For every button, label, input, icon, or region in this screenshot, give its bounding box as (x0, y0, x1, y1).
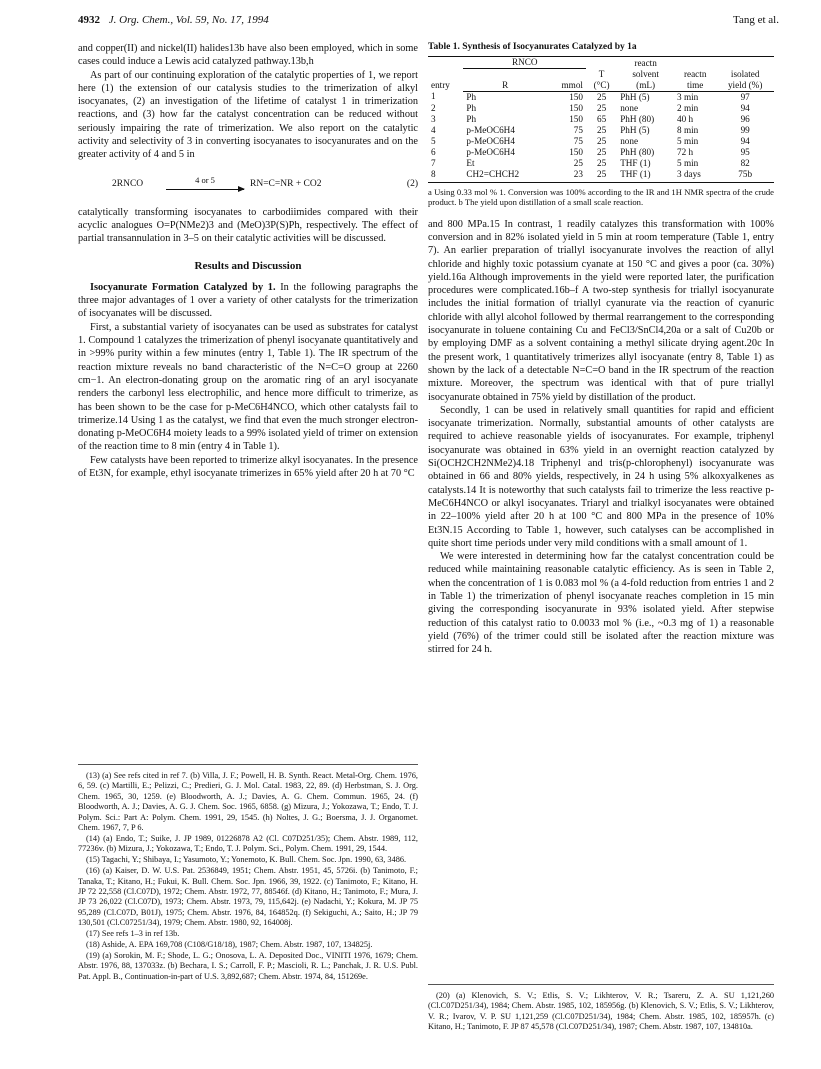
table-cell-yield: 96 (740, 113, 750, 124)
table-cell-time: 40 h (677, 113, 694, 124)
table-row (428, 147, 774, 158)
table-cell-solvent: PhH (5) (620, 91, 650, 102)
table-cell-t: 25 (586, 169, 617, 183)
table-cell-mmol: 150 (569, 102, 583, 113)
col-header-solvent-top: reactn (617, 57, 674, 69)
table-cell-mmol: 150 (569, 146, 583, 157)
table-caption (428, 42, 774, 53)
col-header-r: R (463, 80, 547, 92)
col-header-time: reactn (683, 68, 707, 79)
table-cell-r: p-MeOC6H4 (466, 124, 515, 135)
table-cell-yield: 99 (740, 124, 750, 135)
table-cell-t: 25 (596, 146, 607, 157)
table-cell-r: Ph (466, 113, 477, 124)
table-cell-t: 25 (596, 124, 607, 135)
col-header-t-top (586, 57, 617, 69)
col-header-yield-bottom: yield (%) (716, 80, 774, 92)
col-header-t-unit: (°C) (586, 80, 617, 92)
col-header-spacer (463, 69, 547, 80)
table-cell-mmol: 150 (569, 113, 583, 124)
equation-rhs: RN=C=NR + CO2 (250, 178, 322, 189)
reaction-arrow (166, 174, 244, 190)
table-cell-mmol: 75 (573, 135, 583, 146)
paragraph: First, a substantial variety of isocyanates can be used as substrates for catalyst 1. Compound 1 catalyzes the trimerization of phenyl isocyanate quantitatively and in >99% purity within a few minutes (entry 1, Table 1). The IR spectrum of the reaction mixture reveals no band characteristic of the N=C=O group at 2260 cm−1. An electron-donating group on the aromatic ring of an aryl isocyanate renders the carbonyl less electrophilic, and hence more difficult to trimerize, as has been shown to be the case for p-MeC6H4NCO, which other catalysts fail to trimerize.14 Using 1 as the catalyst, we find that even the much stronger electron-donating p-MeOC6H4 moiety leads to a 99% isolated yield of trimer on extension of the reaction time to 8 min (entry 4 in Table 1). (78, 321, 418, 453)
table-row (428, 158, 774, 169)
table-cell-yield: 97 (740, 91, 750, 102)
table-1 (428, 56, 774, 183)
table-cell-solvent: THF (1) (617, 169, 674, 183)
paragraph: As part of our continuing exploration of the catalytic properties of 1, we report here (1) the extension of our catalysis studies to the trimerization of alkyl isocyanates, (2) an investigation of the lifetime of catalyst 1 in trimerization reactions, and (3) how far the catalyst concentration can be reduced without seriously impairing the rate of trimerization. We also report on the catalytic activity and selectivity of 3 in converting isocyanates to isocyanurates and on the greater activity of 4 and 5 in (78, 69, 418, 161)
footnote: (19) (a) Sorokin, M. F.; Shode, L. G.; Onosova, L. A. Deposited Doc., VINITI 1976, 1679; Chem. Abstr. 1976, 88, 137033z. (b) Bechara, I. S.; Carroll, F. P.; Mascioli, R. L.; Panchak, J. R. U.S. Publ. Pat. Appl. B., Continuation-in-part of U.S. 3,892,687; Chem. Abstr. 1974, 84, 151269e. (78, 950, 418, 981)
paragraph (78, 281, 418, 321)
table-cell-mmol: 75 (573, 124, 583, 135)
table-cell-r: Et (466, 157, 475, 168)
paragraph-text: In the following paragraphs the three major advantages of 1 over a variety of other catalysts for the trimerization of isocyanates will be discussed. (78, 281, 418, 320)
table-title: Synthesis of Isocyanurates Catalyzed by 1a (462, 42, 637, 52)
table-row (428, 169, 774, 183)
equation-number: (2) (406, 178, 418, 189)
table-cell-solvent: none (620, 102, 639, 113)
col-header-yield: isolated (730, 68, 760, 79)
table-cell-r: Ph (466, 102, 477, 113)
arrow-catalyst-label: 4 or 5 (195, 174, 215, 185)
left-column (78, 42, 418, 480)
table-cell-solvent: PhH (5) (620, 124, 650, 135)
footnote: (16) (a) Kaiser, D. W. U.S. Pat. 2536849, 1951; Chem. Abstr. 1951, 45, 5726i. (b) Tanimoto, F.; Tanaka, T.; Kitano, H.; Fukui, K. Bull. Chem. Soc. Jpn. 1966, 39, 1922. (c) Tanimoto, F.; Kitano, H. JP 72 22,558 (Cl.C07D), 1972; Chem. Abstr. 1972, 77, 88546f. (d) Kitano, H.; Tanimoto, F.; Mura, J. JP 73 26,022 (Cl.C07D), 1973; Chem. Abstr. 1973, 79, 115,642j. (e) Nadachi, Y.; Kokura, M. JP 75 95,289 (Cl.C07D, B01J), 1975; Chem. Abstr. 1976, 84, 164852q. (f) Sekiguchi, A.; Saito, H.; JP 79 130,501 (Cl.C07251/34), 1979; Chem. Abstr. 1980, 92, 164008j. (78, 866, 418, 928)
table-cell-time: 5 min (677, 135, 699, 146)
paragraph: catalytically transforming isocyanates to carbodiimides compared with their acyclic analogues O=P(NMe2)3 and (MeO)3P(S)Ph, respectively. The effect of partial transannulation in 3–5 on their catalytic activities will be discussed. (78, 206, 418, 245)
table-cell-r: Ph (466, 91, 477, 102)
table-cell-solvent: PhH (80) (620, 113, 655, 124)
table-cell-yield: 94 (740, 135, 750, 146)
col-header-t: T (598, 68, 605, 79)
table-cell-yield: 75b (716, 169, 774, 183)
footnote: (18) Ashide, A. EPA 169,708 (C108/G18/18), 1987; Chem. Abstr. 1987, 107, 134825j. (86, 940, 373, 949)
table-cell-t: 25 (596, 135, 607, 146)
table-footnotes: a Using 0.33 mol % 1. Conversion was 100% according to the IR and 1H NMR spectra of the crude product. b The yield upon distillation of a small scale reaction. (428, 186, 774, 208)
table-cell-t: 25 (596, 157, 607, 168)
table-cell-t: 25 (596, 91, 607, 102)
col-header-solvent-unit: (mL) (617, 80, 674, 92)
table-cell-entry: 4 (431, 124, 436, 135)
table-cell-solvent: none (620, 135, 639, 146)
col-header-entry: entry (428, 57, 463, 92)
table-cell-entry: 6 (431, 146, 436, 157)
equation-lhs: 2RNCO (112, 178, 144, 189)
footnote: (15) Tagachi, Y.; Shibaya, I.; Yasumoto, Y.; Yonemoto, K. Bull. Chem. Soc. Jpn. 1990, 63, 3486. (86, 855, 407, 865)
table-cell-time: 3 days (674, 169, 716, 183)
footnote: (17) See refs 1–3 in ref 13b. (86, 929, 180, 939)
col-header-solvent: solvent (632, 68, 659, 79)
equation-2 (78, 170, 418, 198)
table-cell-entry: 3 (431, 113, 436, 124)
paragraph: Secondly, 1 can be used in relatively small quantities for rapid and efficient isocyanate trimerization. Normally, substantial amounts of other catalysts are required to achieve reasonable yields of isocyanurates. For example, triphenyl isocyanurate was obtained in 63% yield in an overnight reaction catalyzed by Si(OCH2CH2NMe2)4.18 Triphenyl and tris(p-chlorophenyl) isocyanurate was obtained in 66 and 80% yields, respectively, in 24 h using 5% alkoxyalkenes as catalysts.14 It is noteworthy that such catalysts fail to trimerize the less reactive p-MeC6H4NCO or alkyl isocyanates. Triaryl and trialkyl isocyanates were obtained in 22–100% yield after 20 h at 100 °C and 800 MPa in the presence of 10% Et3N.15 According to Table 1, however, such catalyses can be accomplished in quite short time periods under very mild conditions with a small amount of 1. (428, 404, 774, 549)
col-header-time-bottom: time (674, 80, 716, 92)
table-cell-t: 65 (596, 113, 607, 124)
table-cell-entry: 7 (431, 157, 436, 168)
header-left (78, 14, 269, 26)
paragraph: and 800 MPa.15 In contrast, 1 readily catalyzes this transformation with 100% conversion and in 82% isolated yield in 5 min at room temperature (Table 1, entry 7). An earlier preparation of triallyl isocyanurate involves the reaction of allyl chloride and highly toxic potassium cyanate at 150 °C and gives a poor (ca. 30%) yield.16a Although improvements in the yield were reported later, the purification procedures were complicated.16b–f A two-step synthesis for triallyl isocyanurate includes the initial formation of triallyl cyanurate via the reaction of cyanuric chloride with allyl alcohol followed by thermal rearrangement to the corresponding isocyanurate in toluene containing Cu and FeCl3/SnCl4,20a or a salt of Cu20b or by employing DMF as a solvent containing a methyl silicate drying agent.20c In the present work, 1 quantitatively trimerizes allyl isocyanate (entry 8, Table 1) as shown by the lack of a detectable N=C=O band in the IR spectrum of the reaction mixture. Moreover, the spectrum was identical with that of pure triallyl isocyanurate obtained in 75% yield by distillation of the product. (428, 218, 774, 403)
table-cell-yield: 95 (740, 146, 750, 157)
right-column-text (428, 218, 774, 657)
running-authors: Tang et al. (733, 14, 779, 26)
table-label: Table 1. (428, 42, 460, 52)
table-cell-r: p-MeOC6H4 (466, 135, 515, 146)
table-row (428, 114, 774, 125)
table-cell-time: 3 min (677, 91, 699, 102)
table-cell-time: 2 min (677, 102, 699, 113)
subsection-title: Isocyanurate Formation Catalyzed by 1. (90, 281, 276, 293)
arrow-icon (166, 189, 244, 190)
table-row (428, 125, 774, 136)
table-cell-yield: 82 (740, 157, 750, 168)
footnote: (20) (a) Klenovich, S. V.; Etlis, S. V.; Likhterov, V. R.; Tsareru, Z. A. SU 1,121,260 (Cl.C07D251/34), 1984; Chem. Abstr. 1985, 102, 185956g. (b) Klenovich, S. V.; Etlis, S. V.; Likhterov, V. R.; Ivarov, V. P. SU 1,121,259 (Cl.C07D251/34), 1984; Chem. Abstr. 1985, 102, 185957h. (c) Kitano, H.; Tanimoto, F. JP 87 45,578 (Cl.C07D251/34), 1987; Chem. Abstr. 1987, 107, 134810a. (428, 991, 774, 1032)
table-cell-entry: 5 (431, 135, 436, 146)
journal-citation: J. Org. Chem., Vol. 59, No. 17, 1994 (108, 14, 269, 26)
footnotes-right (428, 984, 774, 1033)
col-group-rnco: RNCO (463, 57, 586, 69)
table-cell-mmol: 150 (569, 91, 583, 102)
footnote: (14) (a) Endo, T.; Suike, J. JP 1989, 01226878 A2 (Cl. C07D251/35); Chem. Abstr. 1989, 112, 77236v. (b) Mizura, J.; Yokozawa, T.; Endo, T. J. Polym. Sci., Polym. Chem. 1991, 29, 1544. (78, 833, 418, 854)
page-number: 4932 (78, 14, 100, 26)
table-cell-time: 8 min (677, 124, 699, 135)
footnote: (13) (a) See refs cited in ref 7. (b) Villa, J. F.; Powell, H. B. Synth. React. Metal-Org. Chem. 1976, 6, 59. (c) Martilli, E.; Pelizzi, C.; Predieri, G. J. Mol. Catal. 1983, 22, 89. (d) Herbstman, S. J. Org. Chem. 1965, 30, 1259. (e) Bloodworth, A. J.; Davies, A. G. Chem. Commun. 1965, 24. (f) Bloodworth, A. J.; Davies, A. G. J. Chem. Soc. 1965, 6858. (g) Mizura, J.; Yokozawa, T.; Endo, T. J. Polym. Sci.: Part A: Polym. Chem. 1991, 29, 1545. (h) Noltes, J. G.; Boersma, J. J. Organomet. Chem. 1967, 7, P 6. (78, 771, 418, 833)
right-column (428, 42, 774, 656)
table-cell-entry: 2 (431, 102, 436, 113)
table-cell-mmol: 23 (547, 169, 586, 183)
table-cell-time: 5 min (677, 157, 699, 168)
col-header-yield-top (716, 57, 774, 69)
paragraph: Few catalysts have been reported to trimerize alkyl isocyanates. In the presence of Et3N, for example, ethyl isocyanate trimerizes in 65% yield after 20 h at 70 °C (78, 454, 418, 480)
table-body (428, 91, 774, 182)
table-cell-solvent: PhH (80) (620, 146, 655, 157)
col-header-mmol: mmol (547, 80, 586, 92)
table-cell-r: CH2=CHCH2 (463, 169, 547, 183)
table-cell-yield: 94 (740, 102, 750, 113)
page-header (78, 14, 779, 30)
table-cell-r: p-MeOC6H4 (466, 146, 515, 157)
table-cell-entry: 1 (431, 91, 436, 101)
table-cell-solvent: THF (1) (620, 157, 651, 168)
table-cell-t: 25 (596, 102, 607, 113)
table-row (428, 91, 774, 103)
table-row (428, 103, 774, 114)
col-header-spacer (547, 69, 586, 80)
table-cell-entry: 8 (428, 169, 463, 183)
paragraph: and copper(II) and nickel(II) halides13b have also been employed, which in some cases could induce a Lewis acid catalyzed pathway.13b,h (78, 43, 418, 68)
col-header-time-top (674, 57, 716, 69)
table-cell-mmol: 25 (573, 157, 583, 168)
table-cell-time: 72 h (677, 146, 694, 157)
section-title: Results and Discussion (194, 259, 302, 272)
table-row (428, 136, 774, 147)
footnotes-left (78, 764, 418, 983)
paragraph: We were interested in determining how far the catalyst concentration could be reduced while maintaining reasonable catalytic efficiency. As is seen in Table 2, when the concentration of 1 is 0.083 mol % (a 4-fold reduction from entries 1 and 2 in Table 1) the trimerization of phenyl isocyanate reaches completion in 15 min giving the corresponding isocyanurate in 93% isolated yield. After stepwise reduction of this catalyst ratio to 0.0033 mol % (i.e., ~0.3 mg of 1) a reasonable yield (76%) of the trimer could still be isolated after the reaction mixture was stirred for 24 h. (428, 551, 774, 656)
